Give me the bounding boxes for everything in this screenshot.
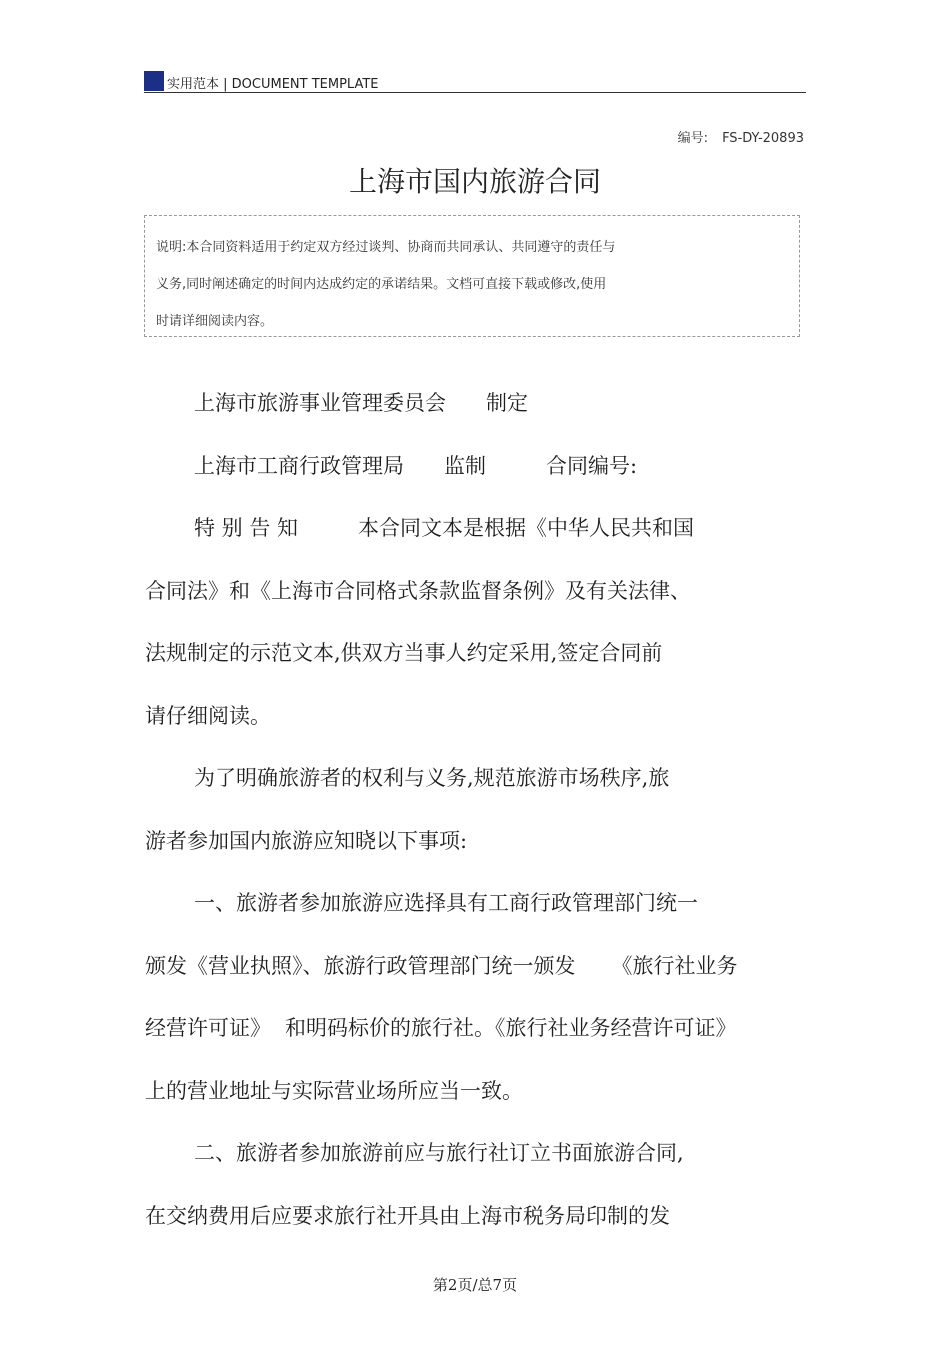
supervisor-role: 监制 — [444, 453, 486, 478]
note-line: 义务,同时阐述确定的时间内达成约定的承诺结果。文档可直接下载或修改,使用 — [156, 277, 607, 292]
note-line: 说明:本合同资料适用于约定双方经过谈判、协商而共同承认、共同遵守的责任与 — [156, 240, 616, 255]
body-line — [145, 380, 815, 443]
body-line — [145, 943, 815, 1006]
body-line: 法规制定的示范文本,供双方当事人约定采用,签定合同前 — [145, 641, 663, 665]
body-line: 在交纳费用后应要求旅行社开具由上海市税务局印制的发 — [145, 1203, 670, 1228]
document-number-label: 编号: — [677, 131, 709, 146]
body-line: 游者参加国内旅游应知晓以下事项: — [145, 828, 468, 853]
body-line — [145, 443, 815, 506]
body-line: 请仔细阅读。 — [145, 703, 271, 728]
contract-body — [145, 380, 815, 1255]
description-note-box — [144, 215, 800, 337]
document-number-value: FS-DY-20893 — [722, 131, 804, 146]
paragraph-text: 《旅行社业务 — [611, 953, 738, 978]
body-line: 为了明确旅游者的权利与义务,规范旅游市场秩序,旅 — [194, 766, 670, 790]
header-brand-text: 实用范本 | DOCUMENT TEMPLATE — [167, 77, 379, 92]
note-line: 时请详细阅读内容。 — [156, 314, 274, 329]
brand-logo-icon — [144, 71, 164, 91]
document-number — [678, 127, 804, 146]
issuer-name: 上海市旅游事业管理委员会 — [194, 391, 446, 415]
paragraph-text: 经营许可证》 — [145, 1016, 271, 1040]
paragraph-text: 本合同文本是根据《中华人民共和国 — [358, 516, 695, 540]
page-header — [144, 68, 806, 93]
document-title: 上海市国内旅游合同 — [348, 165, 601, 198]
supervisor-name: 上海市工商行政管理局 — [194, 453, 404, 478]
body-line — [145, 1005, 815, 1068]
body-line: 上的营业地址与实际营业场所应当一致。 — [145, 1078, 523, 1103]
page-footer-pagination: 第2页/总7页 — [432, 1276, 518, 1294]
special-notice-heading: 特 别 告 知 — [194, 516, 299, 540]
paragraph-text: 和明码标价的旅行社。《旅行社业务经营许可证》 — [285, 1016, 737, 1040]
issuer-role: 制定 — [486, 391, 528, 415]
body-line — [145, 505, 815, 568]
contract-number-label: 合同编号: — [546, 453, 638, 478]
paragraph-text: 颁发《营业执照》、旅游行政管理部门统一颁发 — [145, 953, 576, 978]
body-line: 合同法》和《上海市合同格式条款监督条例》及有关法律、 — [145, 578, 691, 603]
body-line: 二、旅游者参加旅游前应与旅行社订立书面旅游合同, — [194, 1141, 684, 1165]
body-line: 一、旅游者参加旅游应选择具有工商行政管理部门统一 — [194, 891, 698, 915]
